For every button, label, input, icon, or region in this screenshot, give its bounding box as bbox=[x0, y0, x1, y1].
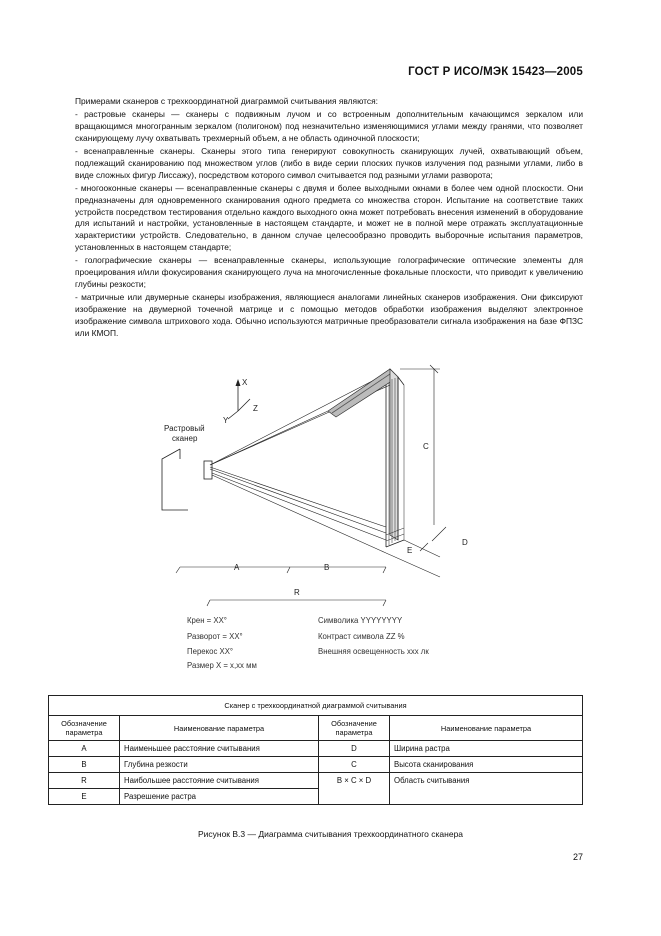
param-name: Наименьшее расстояние считывания bbox=[120, 741, 319, 757]
param-name: Разрешение растра bbox=[120, 789, 319, 805]
spec-ambient-light: Внешняя освещенность xxx лк bbox=[318, 647, 429, 656]
param-code: E bbox=[49, 789, 120, 805]
param-code: B bbox=[49, 757, 120, 773]
param-name: Ширина растра bbox=[390, 741, 583, 757]
dimension-D-label: D bbox=[462, 538, 468, 547]
table-row bbox=[49, 741, 583, 757]
table-row bbox=[49, 773, 583, 789]
dimension-lines bbox=[176, 365, 468, 606]
item-raster: - растровые сканеры — сканеры с подвижным лучом и со встроенным дополнительным качающимся зеркалом или вращающимся многогранным зеркалом (полигоном) под незначительно изменяющимися углами между гранями, что позволяет сканирующему лучу охватывать трехмерный объем, а не область одиночной плоскости; bbox=[75, 109, 583, 143]
spec-size: Размер X = x,xx мм bbox=[187, 661, 257, 670]
dimension-E-label: E bbox=[407, 546, 413, 555]
figure-caption: Рисунок В.3 — Диаграмма считывания трехкоординатного сканера bbox=[197, 829, 464, 839]
spec-roll: Крен = XX° bbox=[187, 616, 227, 625]
param-name: Область считывания bbox=[390, 773, 583, 805]
axis-y-label: Y bbox=[223, 416, 229, 425]
header-code-right: Обозначение параметра bbox=[319, 716, 390, 741]
param-code: A bbox=[49, 741, 120, 757]
spec-skew: Перекос XX° bbox=[187, 647, 234, 656]
item-holographic: - голографические сканеры — всенаправленные сканеры, использующие голографические оптические элементы для проецирования и/или фокусирования сканирующего луча на многочисленные фокальные плоскости, что приводит к увеличению глубины резкости; bbox=[75, 255, 583, 289]
table-title: Сканер с трехкоординатной диаграммой считывания bbox=[49, 696, 583, 716]
axis-indicator bbox=[223, 378, 258, 425]
param-name: Наибольшее расстояние считывания bbox=[120, 773, 319, 789]
scan-beams bbox=[210, 377, 390, 540]
dimension-B-label: B bbox=[324, 563, 330, 572]
spec-rotation: Разворот = XX° bbox=[187, 632, 243, 641]
scanner-device bbox=[162, 424, 212, 510]
param-code: D bbox=[319, 741, 390, 757]
param-code: C bbox=[319, 757, 390, 773]
item-matrix: - матричные или двумерные сканеры изображения, являющиеся аналогами линейных сканеров изображения. Они фиксируют изображение на двумерной точечной матрице и с помощью методов обработки изображения выделяют электронное изображение символа штрихового хода. Обычно используются матричные преобразователи сигнала изображения на базе ФПЗС или КМОП. bbox=[75, 292, 583, 338]
header-code-left: Обозначение параметра bbox=[49, 716, 120, 741]
item-omni: - всенаправленные сканеры. Сканеры этого типа генерируют совокупность сканирующих лучей, охватывающий объем, подлежащий сканированию под множеством углов (либо в виде серии плоских пучков излучения под разными углами, либо в виде сложных фигур Лиссажу), посредством которого символ считывается под разными углами разворота; bbox=[75, 146, 583, 180]
spec-contrast: Контраст символа ZZ % bbox=[318, 632, 405, 641]
param-name: Глубина резкости bbox=[120, 757, 319, 773]
axis-z-label: Z bbox=[253, 404, 258, 413]
scan-pattern-diagram bbox=[150, 355, 600, 675]
item-multiwindow: - многооконные сканеры — всенаправленные сканеры с двумя и более выходными окнами в более чем одной плоскости. Они предназначены для одновременного сканирования одного предмета со множества сторон. Испытание на соответствие таких устройств посредством тестирования отдельно каждого выходного окна может потребовать внесения изменений в оборудование для испытаний и настройки, установленные в настоящем стандарте, и может не в полной мере отражать эксплуатационные характеристики устройств. Следовательно, в данном случае целесообразно проводить выборочные испытания параметров, установленных в настоящем стандарте; bbox=[75, 183, 583, 253]
scanner-label-line2: сканер bbox=[172, 434, 198, 443]
param-code: B × C × D bbox=[319, 773, 390, 805]
axis-x-label: X bbox=[242, 378, 248, 387]
header-name-right: Наименование параметра bbox=[390, 716, 583, 741]
document-header: ГОСТ Р ИСО/МЭК 15423—2005 bbox=[408, 66, 583, 78]
dimension-R-label: R bbox=[294, 588, 300, 597]
intro-paragraph: Примерами сканеров с трехкоординатной диаграммой считывания являются: bbox=[75, 96, 378, 106]
page-number: 27 bbox=[572, 852, 583, 862]
dimension-A-label: A bbox=[234, 563, 240, 572]
param-name: Высота сканирования bbox=[390, 757, 583, 773]
spec-symbology: Символика YYYYYYYY bbox=[318, 616, 403, 625]
scanner-label-line1: Растровый bbox=[164, 424, 205, 433]
param-code: R bbox=[49, 773, 120, 789]
body-text bbox=[75, 96, 583, 341]
dimension-C-label: C bbox=[423, 442, 429, 451]
table-row bbox=[49, 757, 583, 773]
parameter-table bbox=[48, 695, 583, 805]
header-name-left: Наименование параметра bbox=[120, 716, 319, 741]
